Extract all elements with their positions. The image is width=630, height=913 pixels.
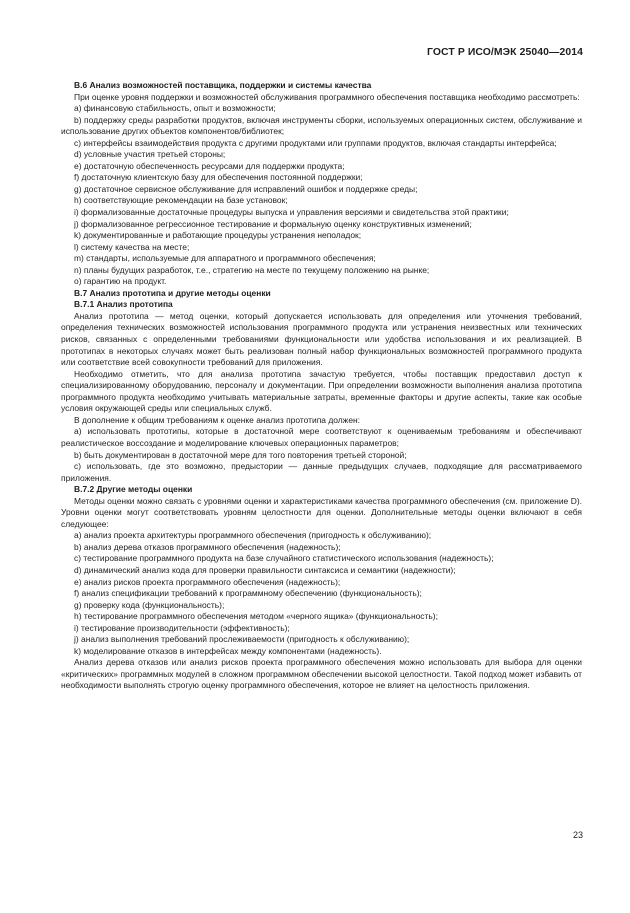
list-item: a) финансовую стабильность, опыт и возможности; <box>74 103 276 114</box>
section-heading-b6: В.6 Анализ возможностей поставщика, поддержки и системы качества <box>74 80 372 90</box>
list-item: j) формализованное регрессионное тестирование и формальную оценку конструктивных изменений; <box>74 218 472 229</box>
list-b7-1 <box>61 426 582 484</box>
list-item: j) анализ выполнения требований прослеживаемости (пригодность к обслуживанию); <box>74 634 410 645</box>
list-item: l) систему качества на месте; <box>74 241 190 252</box>
list-item: b) анализ дерева отказов программного обеспечения (надежность); <box>74 541 341 552</box>
list-item: f) анализ спецификации требований к программному обеспечению (функциональность); <box>74 588 422 599</box>
standard-header: ГОСТ Р ИСО/МЭК 25040—2014 <box>427 47 583 58</box>
list-item: h) тестирование программного обеспечения методом «черного ящика» (функциональность); <box>74 611 438 622</box>
section-heading-b7: В.7 Анализ прототипа и другие методы оценки <box>74 287 271 298</box>
list-item: а) анализ проекта архитектуры программного обеспечения (пригодность к обслуживанию); <box>74 530 432 541</box>
paragraph: Анализ дерева отказов или анализ рисков проекта программного обеспечения можно использовать для выбора для оценки «критических» программных модулей в сложном программном обеспечении высокой целостности. Такой подход может избавить от необходимости выполнять строгую оценку программного обеспечения, которое не влияет на целостность приложения. <box>61 657 582 691</box>
list-item: d) динамический анализ кода для проверки правильности синтаксиса и семантики (надежности); <box>74 564 456 575</box>
subsection-heading-b7-1: В.7.1 Анализ прототипа <box>74 299 173 310</box>
list-item: m) стандарты, используемые для аппаратного и программного обеспечения; <box>74 253 376 264</box>
list-item: e) анализ рисков проекта программного обеспечения (надежность); <box>74 576 341 587</box>
page-number: 23 <box>572 830 583 840</box>
list-item: c) использовать, где это возможно, предыстории — данные предыдущих случаев, подходящие для рассматриваемого приложения. <box>61 461 582 483</box>
list-item: i) формализованные достаточные процедуры выпуска и управления версиями и свидетельства этой практики; <box>74 207 509 218</box>
list-item: b) быть документирован в достаточной мере для того повторения третьей стороной; <box>74 449 407 460</box>
list-item: d) условные участия третьей стороны; <box>74 149 226 160</box>
list-item: h) соответствующие рекомендации на базе установок; <box>74 195 288 206</box>
list-item: c) тестирование программного продукта на базе случайного статистического использования (надежность); <box>74 553 494 564</box>
list-b7-2 <box>61 530 582 657</box>
list-item: c) интерфейсы взаимодействия продукта с другими продуктами или группами продуктов, включая стандарты интерфейса; <box>74 137 557 148</box>
list-item: n) планы будущих разработок, т.е., стратегию на месте по текущему положению на рынке; <box>74 264 430 275</box>
page-content <box>61 80 582 692</box>
list-item: e) достаточную обеспеченность ресурсами для поддержки продукта; <box>74 160 345 171</box>
paragraph: В дополнение к общим требованиям к оценке анализ прототипа должен: <box>74 414 361 425</box>
list-item: i) тестирование производительности (эффективность); <box>74 622 290 633</box>
list-b6 <box>61 103 582 288</box>
list-item: k) моделирование отказов в интерфейсах между компонентами (надежность). <box>74 645 382 656</box>
list-item: k) документированные и работающие процедуры устранения неполадок; <box>74 230 362 241</box>
list-item: o) гарантию на продукт. <box>74 276 167 287</box>
list-item: g) достаточное сервисное обслуживание для исправлений ошибок и поддержке среды; <box>74 183 418 194</box>
paragraph: При оценке уровня поддержки и возможностей обслуживания программного обеспечения поставщика необходимо рассмотреть: <box>74 91 580 102</box>
list-item: b) поддержку среды разработки продуктов, включая инструменты сборки, используемых операционных систем, обслуживание и использование других объектов компонентов/библиотек; <box>61 114 582 137</box>
list-item: g) проверку кода (функциональность); <box>74 599 225 610</box>
paragraph: Анализ прототипа — метод оценки, который допускается использовать для определения или уточнения требований, определения технических возможностей использования программного продукта или устранения неизвестных или технических рисков, связанных с определенными требованиями функциональности или удобства использования и их реализацией. В прототипах в некоторых случаях может быть реализован полный набор функциональных возможностей программного продукта или соответствие всей совокупности требований для приложения. <box>61 310 582 368</box>
paragraph: Необходимо отметить, что для анализа прототипа зачастую требуется, чтобы поставщик предоставил доступ к специализированному оборудованию, персоналу и документации. При определении возможности выполнения анализа прототипа программного продукта необходимо учитывать материальные затраты, временные факторы и другие аспекты, такие как особые условия окружающей среды или специальных служб. <box>61 368 582 414</box>
list-item: f) достаточную клиентскую базу для обеспечения постоянной поддержки; <box>74 172 363 183</box>
list-item: а) использовать прототипы, которые в достаточной мере соответствуют к оцениваемым требованиям и обеспечивают реалистическое воссоздание и моделирование ключевых операционных параметров; <box>61 426 582 448</box>
paragraph: Методы оценки можно связать с уровнями оценки и характеристиками качества программного обеспечения (см. приложение D). Уровни оценки могут соответствовать уровням целостности для оценки. Дополнительные методы оценки включают в себя следующее: <box>61 495 582 529</box>
subsection-heading-b7-2: В.7.2 Другие методы оценки <box>74 484 193 495</box>
